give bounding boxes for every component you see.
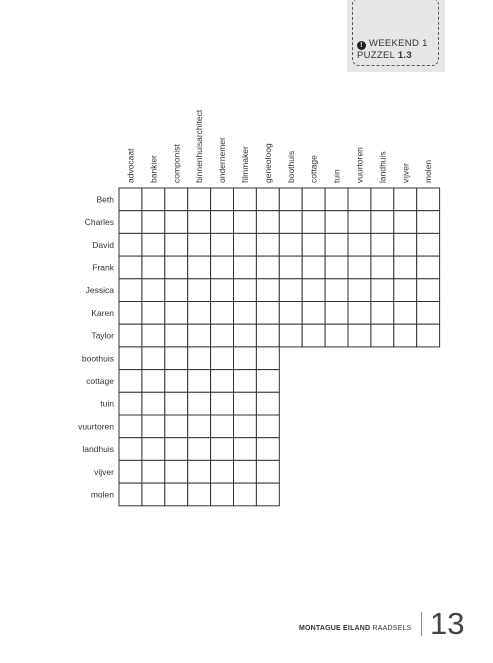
column-label: cottage	[308, 155, 319, 183]
grid-cell[interactable]	[302, 279, 325, 302]
page-number: 13	[430, 606, 465, 641]
column-label: advocaat	[125, 148, 136, 183]
grid-cell[interactable]	[234, 211, 257, 234]
weekend-label: WEEKEND 1	[369, 38, 428, 49]
grid-cell[interactable]	[165, 460, 188, 483]
grid-cell[interactable]	[325, 302, 348, 325]
footer-title-rest: RAADSELS	[372, 625, 412, 632]
grid-cell[interactable]	[188, 460, 211, 483]
grid-cell[interactable]	[371, 233, 394, 256]
puzzle-number: 1.3	[397, 50, 412, 61]
grid-cell[interactable]	[371, 256, 394, 279]
grid-cell[interactable]	[188, 233, 211, 256]
grid-cell[interactable]	[165, 415, 188, 438]
grid-cell[interactable]	[256, 279, 279, 302]
grid-cell[interactable]	[165, 302, 188, 325]
grid-cell[interactable]	[119, 438, 142, 461]
column-label: vijver	[400, 163, 411, 183]
grid-cell[interactable]	[119, 211, 142, 234]
grid-cell[interactable]	[348, 233, 371, 256]
row-label: Frank	[92, 262, 114, 273]
grid-cell[interactable]	[279, 302, 302, 325]
grid-cell[interactable]	[234, 279, 257, 302]
grid-cell[interactable]	[325, 324, 348, 347]
grid-cell[interactable]	[142, 483, 165, 506]
row-label: tuin	[100, 398, 114, 409]
grid-cell[interactable]	[188, 415, 211, 438]
grid-cell[interactable]	[234, 483, 257, 506]
row-label: landhuis	[82, 444, 114, 455]
grid-cell[interactable]	[165, 324, 188, 347]
grid-cell[interactable]	[279, 279, 302, 302]
grid-cell[interactable]	[256, 460, 279, 483]
grid-cell[interactable]	[188, 392, 211, 415]
row-label: Jessica	[85, 285, 114, 296]
grid-cell[interactable]	[142, 256, 165, 279]
grid-cell[interactable]	[165, 256, 188, 279]
grid-cell[interactable]	[394, 233, 417, 256]
grid-cell[interactable]	[279, 233, 302, 256]
grid-cell[interactable]	[256, 324, 279, 347]
grid-cell[interactable]	[256, 256, 279, 279]
grid-cell[interactable]	[234, 415, 257, 438]
row-label: Karen	[91, 307, 114, 318]
grid-cell[interactable]	[119, 302, 142, 325]
grid-cell[interactable]	[119, 415, 142, 438]
grid-cell[interactable]	[119, 188, 142, 211]
grid-cell[interactable]	[165, 392, 188, 415]
grid-cell[interactable]	[211, 415, 234, 438]
column-label: bankier	[148, 155, 159, 183]
grid-cell[interactable]	[256, 347, 279, 370]
grid-cell[interactable]	[256, 188, 279, 211]
footer-title	[299, 625, 411, 632]
grid-cell[interactable]	[165, 211, 188, 234]
grid-cell[interactable]	[234, 256, 257, 279]
grid-cell[interactable]	[211, 370, 234, 393]
grid-cell[interactable]	[211, 438, 234, 461]
grid-cell[interactable]	[279, 211, 302, 234]
row-label: Charles	[84, 217, 114, 227]
grid-cell[interactable]	[211, 188, 234, 211]
puzzle-label: PUZZEL	[357, 50, 395, 61]
grid-cell[interactable]	[371, 302, 394, 325]
row-label: cottage	[86, 376, 114, 386]
grid-cell[interactable]	[119, 460, 142, 483]
column-label: vuurtoren	[354, 147, 365, 183]
grid-cell[interactable]	[188, 347, 211, 370]
column-label: landhuis	[377, 151, 388, 183]
grid-cell[interactable]	[417, 211, 440, 234]
grid-cell[interactable]	[302, 233, 325, 256]
grid-cell[interactable]	[348, 256, 371, 279]
grid-cell[interactable]	[142, 233, 165, 256]
grid-cell[interactable]	[234, 392, 257, 415]
grid-cell[interactable]	[371, 324, 394, 347]
grid-cell[interactable]	[417, 279, 440, 302]
grid-cell[interactable]	[211, 460, 234, 483]
grid-cell[interactable]	[325, 188, 348, 211]
grid-cell[interactable]	[256, 438, 279, 461]
grid-cell[interactable]	[142, 370, 165, 393]
grid-cell[interactable]	[371, 211, 394, 234]
grid-cell[interactable]	[394, 188, 417, 211]
grid-cell[interactable]	[119, 392, 142, 415]
grid-cell[interactable]	[142, 188, 165, 211]
grid-cell[interactable]	[394, 302, 417, 325]
grid-cell[interactable]	[348, 324, 371, 347]
grid-cell[interactable]	[234, 233, 257, 256]
grid-cell[interactable]	[325, 233, 348, 256]
grid-cell[interactable]	[234, 302, 257, 325]
grid-cell[interactable]	[417, 233, 440, 256]
grid-cell[interactable]	[279, 256, 302, 279]
grid-cell[interactable]	[142, 347, 165, 370]
grid-cell[interactable]	[279, 188, 302, 211]
row-label: Taylor	[91, 330, 114, 341]
grid-cell[interactable]	[211, 302, 234, 325]
grid-cell[interactable]	[394, 324, 417, 347]
grid-cell[interactable]	[211, 233, 234, 256]
grid-cell[interactable]	[188, 188, 211, 211]
grid-cell[interactable]	[302, 211, 325, 234]
grid-cell[interactable]	[119, 233, 142, 256]
grid-cell[interactable]	[165, 279, 188, 302]
column-label: tuin	[331, 169, 342, 183]
row-label: molen	[90, 489, 114, 500]
grid-cell[interactable]	[211, 347, 234, 370]
grid-cell[interactable]	[234, 347, 257, 370]
grid-cell[interactable]	[211, 211, 234, 234]
column-label: componist	[171, 144, 182, 183]
grid-cell[interactable]	[234, 460, 257, 483]
grid-cell[interactable]	[119, 483, 142, 506]
grid-cell[interactable]	[142, 438, 165, 461]
grid-cell[interactable]	[188, 302, 211, 325]
grid-cell[interactable]	[165, 438, 188, 461]
grid-cell[interactable]	[142, 279, 165, 302]
grid-cell[interactable]	[371, 188, 394, 211]
grid-cell[interactable]	[142, 392, 165, 415]
grid-cell[interactable]	[119, 347, 142, 370]
grid-cell[interactable]	[119, 324, 142, 347]
grid-cell[interactable]	[256, 483, 279, 506]
grid-cell[interactable]	[325, 256, 348, 279]
grid-cell[interactable]	[142, 460, 165, 483]
grid-cell[interactable]	[188, 438, 211, 461]
grid-cell[interactable]	[325, 211, 348, 234]
grid-cell[interactable]	[234, 370, 257, 393]
column-label: binnenhuisarchitect	[194, 109, 205, 183]
grid-cell[interactable]	[394, 279, 417, 302]
row-label: vuurtoren	[78, 421, 114, 432]
grid-cell[interactable]	[119, 256, 142, 279]
column-label: ondernemer	[217, 137, 228, 183]
grid-cell[interactable]	[211, 324, 234, 347]
grid-cell[interactable]	[188, 370, 211, 393]
grid-cell[interactable]	[211, 483, 234, 506]
grid-cell[interactable]	[165, 370, 188, 393]
grid-cell[interactable]	[165, 233, 188, 256]
column-label: geneoloog	[262, 143, 273, 183]
grid-cell[interactable]	[256, 302, 279, 325]
grid-cell[interactable]	[371, 279, 394, 302]
grid-cell[interactable]	[417, 188, 440, 211]
footer-title-bold: MONTAGUE EILAND	[299, 625, 371, 632]
row-label: Beth	[96, 194, 114, 205]
grid-cell[interactable]	[256, 233, 279, 256]
grid-cell[interactable]	[142, 302, 165, 325]
grid-cell[interactable]	[188, 483, 211, 506]
row-label: boothuis	[81, 353, 114, 364]
column-label: filmmaker	[239, 146, 250, 183]
grid-cell[interactable]	[234, 188, 257, 211]
column-label: molen	[423, 159, 434, 183]
grid-cell[interactable]	[302, 188, 325, 211]
grid-cell[interactable]	[165, 347, 188, 370]
grid-cell[interactable]	[188, 279, 211, 302]
grid-cell[interactable]	[188, 256, 211, 279]
grid-cell[interactable]	[348, 188, 371, 211]
grid-cell[interactable]	[394, 211, 417, 234]
grid-cell[interactable]	[142, 324, 165, 347]
grid-cell[interactable]	[394, 256, 417, 279]
grid-cell[interactable]	[302, 302, 325, 325]
grid-cell[interactable]	[279, 324, 302, 347]
grid-cell[interactable]	[302, 256, 325, 279]
grid-cell[interactable]	[256, 370, 279, 393]
grid-cell[interactable]	[348, 302, 371, 325]
grid-cell[interactable]	[417, 324, 440, 347]
grid-cell[interactable]	[165, 188, 188, 211]
info-circle-icon: !	[357, 41, 366, 50]
grid-cell[interactable]	[234, 324, 257, 347]
grid-cell[interactable]	[417, 302, 440, 325]
grid-cell[interactable]	[234, 438, 257, 461]
grid-cell[interactable]	[188, 324, 211, 347]
grid-cell[interactable]	[165, 483, 188, 506]
grid-cell[interactable]	[302, 324, 325, 347]
grid-cell[interactable]	[119, 370, 142, 393]
grid-cell[interactable]	[211, 279, 234, 302]
grid-cell[interactable]	[211, 256, 234, 279]
row-label: David	[92, 239, 114, 250]
grid-cell[interactable]	[119, 279, 142, 302]
grid-cell[interactable]	[348, 279, 371, 302]
grid-cell[interactable]	[142, 415, 165, 438]
row-label: vijver	[94, 466, 114, 477]
grid-cell[interactable]	[256, 211, 279, 234]
grid-cell[interactable]	[211, 392, 234, 415]
grid-cell[interactable]	[256, 392, 279, 415]
grid-cell[interactable]	[142, 211, 165, 234]
grid-cell[interactable]	[256, 415, 279, 438]
column-label: boothuis	[285, 150, 296, 183]
grid-cell[interactable]	[325, 279, 348, 302]
page-divider	[421, 612, 422, 636]
grid-cell[interactable]	[188, 211, 211, 234]
grid-cell[interactable]	[348, 211, 371, 234]
grid-cell[interactable]	[417, 256, 440, 279]
